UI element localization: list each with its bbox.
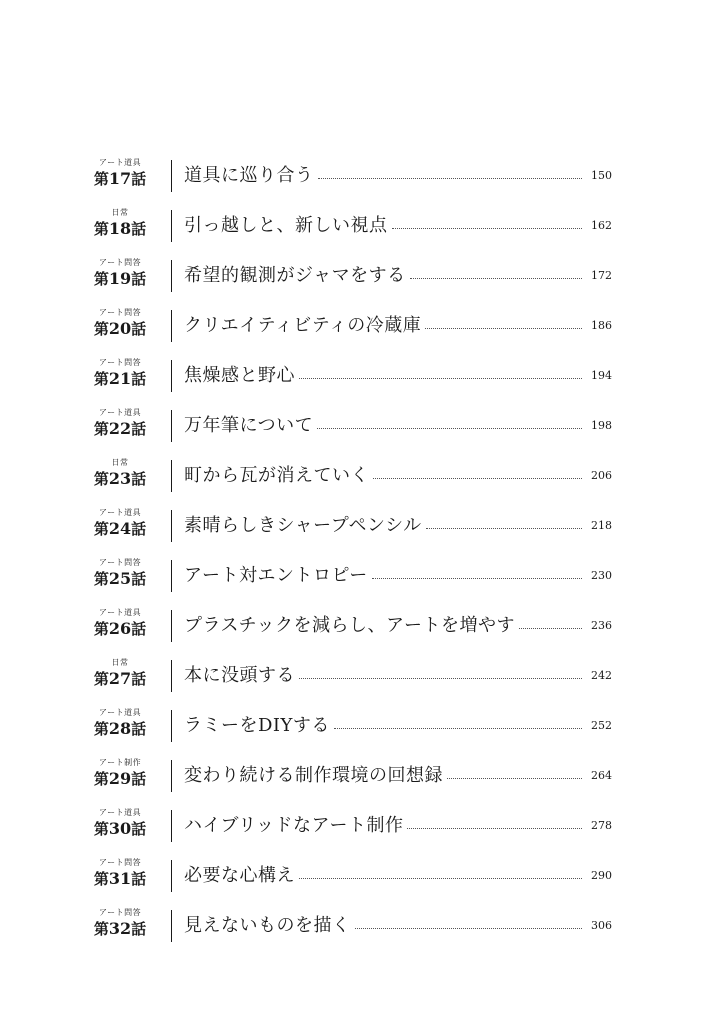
chapter-num: 24 — [108, 519, 132, 538]
category-label: 日常 — [111, 208, 129, 217]
divider-bar — [171, 910, 172, 942]
toc-entry[interactable] — [0, 202, 720, 252]
divider-bar — [171, 610, 172, 642]
page-number: 252 — [591, 719, 612, 732]
chapter-title: 町から瓦が消えていく — [184, 465, 369, 486]
page-number: 206 — [591, 469, 612, 482]
chapter-prefix: 第 — [93, 470, 109, 488]
dot-leader — [426, 528, 582, 529]
dot-leader — [299, 378, 582, 379]
chapter-prefix: 第 — [93, 220, 109, 238]
toc-entry[interactable] — [0, 452, 720, 502]
dot-leader — [447, 778, 582, 779]
chapter-suffix: 話 — [131, 420, 147, 438]
page-number: 242 — [591, 669, 612, 682]
category-label: アート道具 — [98, 158, 142, 167]
chapter-title: 本に没頭する — [184, 665, 295, 686]
category-label: アート道具 — [98, 608, 142, 617]
chapter-suffix: 話 — [131, 720, 147, 738]
chapter-number — [80, 769, 160, 789]
chapter-title: 道具に巡り合う — [184, 165, 314, 186]
toc-entry[interactable] — [0, 802, 720, 852]
chapter-prefix: 第 — [93, 870, 109, 888]
divider-bar — [171, 460, 172, 492]
dot-leader — [410, 278, 582, 279]
chapter-suffix: 話 — [131, 570, 147, 588]
chapter-num: 29 — [108, 769, 132, 788]
chapter-label-block — [80, 158, 160, 189]
toc-entry[interactable] — [0, 502, 720, 552]
category-label: アート道具 — [98, 408, 142, 417]
page-number: 290 — [591, 869, 612, 882]
title-row — [184, 562, 612, 590]
toc-entry[interactable] — [0, 852, 720, 902]
chapter-number — [80, 619, 160, 639]
chapter-suffix: 話 — [131, 670, 147, 688]
title-row — [184, 512, 612, 540]
chapter-prefix: 第 — [93, 720, 109, 738]
chapter-num: 27 — [108, 669, 132, 688]
chapter-title: 見えないものを描く — [184, 915, 351, 936]
chapter-prefix: 第 — [93, 570, 109, 588]
category-label: アート問答 — [98, 358, 142, 367]
title-row — [184, 812, 612, 840]
chapter-label-block — [80, 908, 160, 939]
chapter-number — [80, 819, 160, 839]
page-number: 162 — [591, 219, 612, 232]
chapter-prefix: 第 — [93, 920, 109, 938]
toc-entry[interactable] — [0, 302, 720, 352]
page-number: 218 — [591, 519, 612, 532]
chapter-label-block — [80, 858, 160, 889]
chapter-num: 30 — [108, 819, 132, 838]
chapter-suffix: 話 — [131, 520, 147, 538]
title-row — [184, 162, 612, 190]
chapter-prefix: 第 — [93, 170, 109, 188]
chapter-label-block — [80, 308, 160, 339]
chapter-num: 17 — [108, 169, 132, 188]
title-row — [184, 212, 612, 240]
chapter-title: 引っ越しと、新しい視点 — [184, 215, 388, 236]
chapter-label-block — [80, 808, 160, 839]
divider-bar — [171, 360, 172, 392]
chapter-prefix: 第 — [93, 620, 109, 638]
chapter-label-block — [80, 608, 160, 639]
toc-entry[interactable] — [0, 552, 720, 602]
chapter-prefix: 第 — [93, 370, 109, 388]
divider-bar — [171, 710, 172, 742]
divider-bar — [171, 510, 172, 542]
title-row — [184, 662, 612, 690]
page-number: 236 — [591, 619, 612, 632]
title-row — [184, 312, 612, 340]
dot-leader — [372, 578, 582, 579]
chapter-number — [80, 869, 160, 889]
page-number: 278 — [591, 819, 612, 832]
chapter-label-block — [80, 508, 160, 539]
chapter-prefix: 第 — [93, 770, 109, 788]
table-of-contents — [0, 152, 720, 952]
chapter-suffix: 話 — [131, 170, 147, 188]
chapter-prefix: 第 — [93, 520, 109, 538]
dot-leader — [373, 478, 582, 479]
title-row — [184, 462, 612, 490]
divider-bar — [171, 210, 172, 242]
chapter-number — [80, 369, 160, 389]
chapter-number — [80, 269, 160, 289]
dot-leader — [425, 328, 582, 329]
title-row — [184, 712, 612, 740]
chapter-title: 素晴らしきシャープペンシル — [184, 515, 422, 536]
page-number: 264 — [591, 769, 612, 782]
chapter-number — [80, 319, 160, 339]
chapter-title: ハイブリッドなアート制作 — [184, 815, 404, 836]
chapter-label-block — [80, 458, 160, 489]
chapter-prefix: 第 — [93, 270, 109, 288]
toc-entry[interactable] — [0, 602, 720, 652]
chapter-label-block — [80, 658, 160, 689]
chapter-prefix: 第 — [93, 820, 109, 838]
chapter-title: 希望的観測がジャマをする — [184, 265, 406, 286]
chapter-num: 18 — [108, 219, 132, 238]
chapter-num: 31 — [108, 869, 132, 888]
chapter-number — [80, 519, 160, 539]
dot-leader — [355, 928, 583, 929]
chapter-title: 必要な心構え — [184, 865, 295, 886]
dot-leader — [407, 828, 582, 829]
chapter-title: ラミーをDIYする — [184, 715, 330, 736]
divider-bar — [171, 160, 172, 192]
page-number: 150 — [591, 169, 612, 182]
chapter-number — [80, 169, 160, 189]
title-row — [184, 612, 612, 640]
dot-leader — [299, 678, 582, 679]
chapter-label-block — [80, 408, 160, 439]
chapter-label-block — [80, 258, 160, 289]
dot-leader — [317, 428, 582, 429]
category-label: アート問答 — [98, 858, 142, 867]
title-row — [184, 262, 612, 290]
toc-entry[interactable] — [0, 402, 720, 452]
title-row — [184, 862, 612, 890]
dot-leader — [318, 178, 583, 179]
page-number: 186 — [591, 319, 612, 332]
title-row — [184, 762, 612, 790]
toc-entry[interactable] — [0, 752, 720, 802]
chapter-title: 万年筆について — [184, 415, 314, 436]
chapter-suffix: 話 — [131, 870, 147, 888]
toc-entry[interactable] — [0, 352, 720, 402]
category-label: 日常 — [111, 658, 129, 667]
chapter-title: 焦燥感と野心 — [184, 365, 295, 386]
chapter-suffix: 話 — [131, 920, 147, 938]
chapter-num: 20 — [108, 319, 132, 338]
divider-bar — [171, 310, 172, 342]
chapter-number — [80, 669, 160, 689]
chapter-num: 21 — [108, 369, 132, 388]
chapter-suffix: 話 — [131, 270, 147, 288]
dot-leader — [392, 228, 583, 229]
category-label: アート制作 — [98, 758, 142, 767]
chapter-title: アート対エントロピー — [184, 565, 368, 586]
dot-leader — [299, 878, 582, 879]
chapter-suffix: 話 — [131, 770, 147, 788]
toc-entry[interactable] — [0, 152, 720, 202]
category-label: アート道具 — [98, 808, 142, 817]
page-number: 230 — [591, 569, 612, 582]
chapter-title: クリエイティビティの冷蔵庫 — [184, 315, 422, 336]
chapter-label-block — [80, 558, 160, 589]
chapter-label-block — [80, 358, 160, 389]
toc-entry[interactable] — [0, 252, 720, 302]
chapter-prefix: 第 — [93, 320, 109, 338]
chapter-number — [80, 719, 160, 739]
category-label: アート道具 — [98, 508, 142, 517]
chapter-num: 26 — [108, 619, 132, 638]
divider-bar — [171, 560, 172, 592]
title-row — [184, 912, 612, 940]
category-label: 日常 — [111, 458, 129, 467]
chapter-num: 25 — [108, 569, 132, 588]
page-number: 198 — [591, 419, 612, 432]
dot-leader — [334, 728, 582, 729]
chapter-num: 23 — [108, 469, 132, 488]
chapter-num: 28 — [108, 719, 132, 738]
divider-bar — [171, 260, 172, 292]
category-label: アート問答 — [98, 308, 142, 317]
divider-bar — [171, 860, 172, 892]
page-number: 172 — [591, 269, 612, 282]
category-label: アート道具 — [98, 708, 142, 717]
chapter-suffix: 話 — [131, 370, 147, 388]
chapter-num: 22 — [108, 419, 132, 438]
chapter-num: 19 — [108, 269, 132, 288]
toc-entry[interactable] — [0, 902, 720, 952]
chapter-suffix: 話 — [131, 470, 147, 488]
toc-entry[interactable] — [0, 652, 720, 702]
category-label: アート問答 — [98, 258, 142, 267]
divider-bar — [171, 410, 172, 442]
chapter-title: 変わり続ける制作環境の回想録 — [184, 765, 443, 786]
category-label: アート問答 — [98, 558, 142, 567]
chapter-label-block — [80, 708, 160, 739]
chapter-num: 32 — [108, 919, 132, 938]
toc-entry[interactable] — [0, 702, 720, 752]
chapter-suffix: 話 — [131, 820, 147, 838]
title-row — [184, 412, 612, 440]
divider-bar — [171, 660, 172, 692]
page-number: 306 — [591, 919, 612, 932]
page-number: 194 — [591, 369, 612, 382]
chapter-number — [80, 469, 160, 489]
divider-bar — [171, 810, 172, 842]
chapter-number — [80, 919, 160, 939]
category-label: アート問答 — [98, 908, 142, 917]
chapter-prefix: 第 — [93, 420, 109, 438]
chapter-label-block — [80, 208, 160, 239]
title-row — [184, 362, 612, 390]
chapter-prefix: 第 — [93, 670, 109, 688]
divider-bar — [171, 760, 172, 792]
chapter-title: プラスチックを減らし、アートを増やす — [184, 615, 516, 636]
chapter-suffix: 話 — [131, 320, 147, 338]
chapter-label-block — [80, 758, 160, 789]
chapter-suffix: 話 — [131, 620, 147, 638]
chapter-number — [80, 219, 160, 239]
dot-leader — [519, 628, 582, 629]
chapter-number — [80, 419, 160, 439]
chapter-number — [80, 569, 160, 589]
chapter-suffix: 話 — [131, 220, 147, 238]
